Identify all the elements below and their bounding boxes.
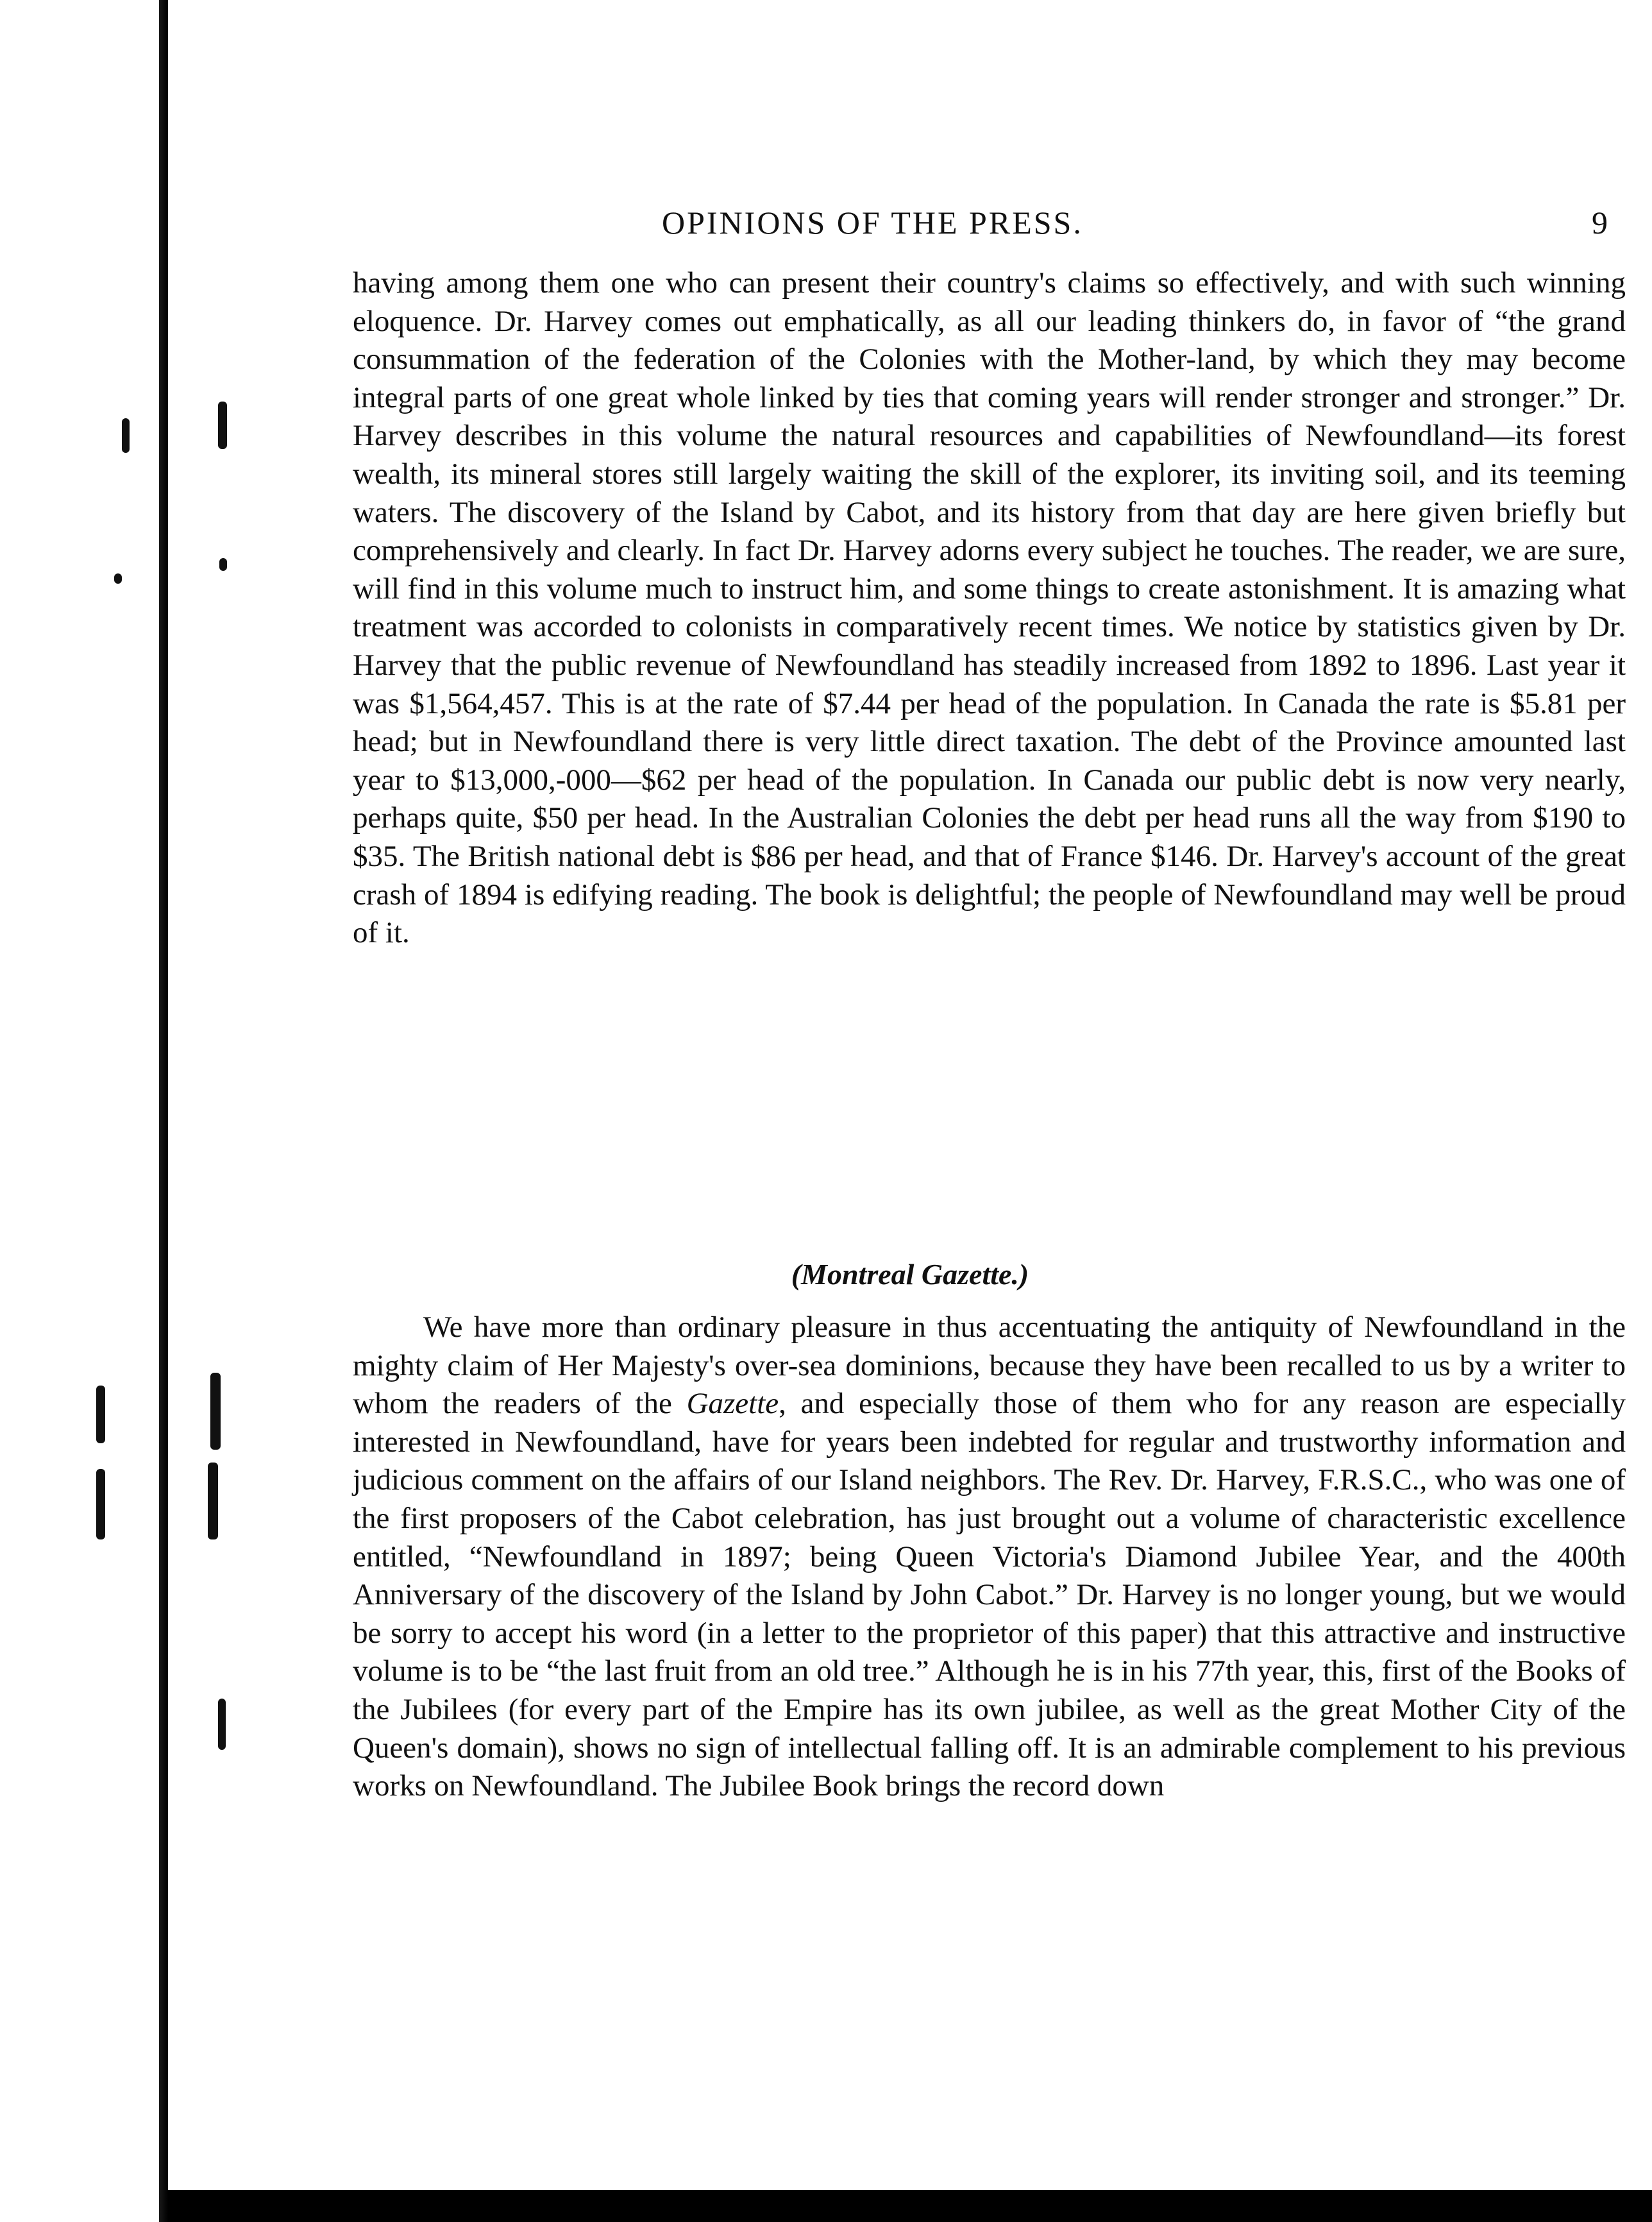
paragraph-text: , and especially those of them who for any reason are especially interested in Newfoundland, have for years been indebted for regular and trustworthy information and judicious comment on the affairs of our Island neighbors. The Rev. Dr. Harvey, F.R.S.C., who was one of the first proposers of the Cabot celebration, has just brought out a volume of characteristic excellence entitled, “Newfoundland in 1897; being Queen Victoria's Diamond Jubilee Year, and the 400th Anniversary of the discovery of the Island by John Cabot.” Dr. Harvey is no longer young, but we would be sorry to accept his word (in a letter to the proprietor of this paper) that this attractive and instructive volume is to be “the last fruit from an old tree.” Although he is in his 77th year, this, first of the Books of the Jubilees (for every part of the Empire has its own jubilee, as well as the great Mother City of the Queen's domain), shows no sign of intellectual falling off. It is an admirable complement to his previous works on Newfoundland. The Jubilee Book brings the record down xyxy=(353,1387,1626,1803)
book-page xyxy=(168,0,1652,2222)
bleed-mark xyxy=(96,1469,105,1539)
article-paragraph: having among them one who can present their country's claims so effectively, and with such winning eloquence. Dr. Harvey comes out emphatically, as all our leading thinkers do, in favor of “the grand consummation of the federation of the Colonies with the Mother-land, by which they may become integral parts of one great whole linked by ties that coming years will render stronger and stronger.” Dr. Harvey describes in this volume the natural resources and capabilities of Newfoundland—its forest wealth, its mineral stores still largely waiting the skill of the explorer, its inviting soil, and its teeming waters. The discovery of the Island by Cabot, and its history from that day are here given briefly but comprehensively and clearly. In fact Dr. Harvey adorns every subject he touches. The reader, we are sure, will find in this volume much to instruct him, and some things to create astonishment. It is amazing what treatment was accorded to colonists in comparatively recent times. We notice by statistics given by Dr. Harvey that the public revenue of Newfoundland has steadily increased from 1892 to 1896. Last year it was $1,564,457. This is at the rate of $7.44 per head of the population. In Canada the rate is $5.81 per head; but in Newfoundland there is very little direct taxation. The debt of the Province amounted last year to $13,000,-000—$62 per head of the population. In Canada our public debt is now very nearly, perhaps quite, $50 per head. In the Australian Colonies the debt per head runs all the way from $190 to $35. The British national debt is $86 per head, and that of France $146. Dr. Harvey's account of the great crash of 1894 is edifying reading. The book is delightful; the people of Newfoundland may well be proud of it. xyxy=(353,266,1626,950)
bleed-mark xyxy=(122,418,130,453)
page-header xyxy=(168,204,1652,255)
bleed-mark xyxy=(219,558,227,571)
page-bottom-edge xyxy=(168,2190,1652,2222)
bleed-mark xyxy=(114,573,122,584)
bleed-mark xyxy=(218,1699,226,1750)
paragraph-text: We have more than ordinary pleasure in thus accentuating the antiquity of Newfoundland in the mighty claim of Her Majesty's over-sea dominions, because they have been recalled to us by a writer to whom the readers of the xyxy=(353,1310,1626,1421)
page-number: 9 xyxy=(1592,205,1608,241)
newspaper-name: Gazette xyxy=(686,1387,779,1421)
running-title: OPINIONS OF THE PRESS. xyxy=(662,205,1083,241)
article-paragraph xyxy=(353,1309,1626,1806)
bleed-mark xyxy=(208,1463,218,1539)
bleed-mark xyxy=(210,1373,221,1450)
bleed-mark xyxy=(96,1386,105,1443)
bleed-mark xyxy=(218,402,227,449)
facing-page-edge xyxy=(0,0,159,2222)
gutter-shadow xyxy=(159,0,168,2222)
source-heading: (Montreal Gazette.) xyxy=(791,1258,1029,1291)
